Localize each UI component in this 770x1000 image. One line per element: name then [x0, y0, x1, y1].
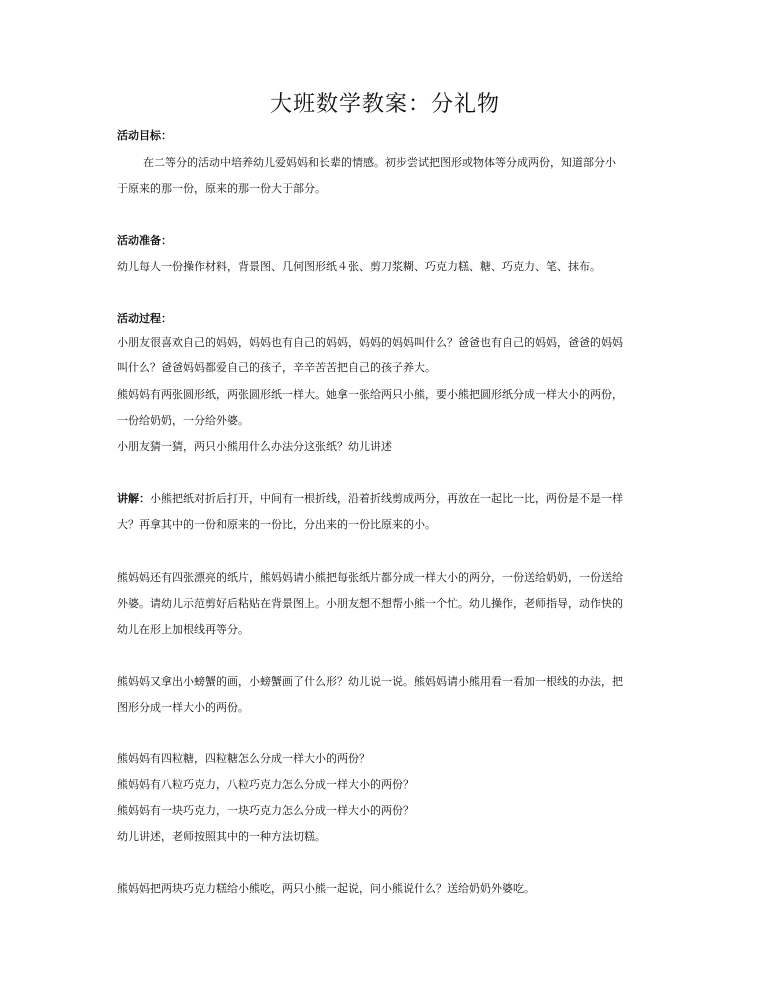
paragraph2-line-3: 幼儿在形上加根线再等分。: [117, 623, 249, 636]
process-line-2: 叫什么？爸爸妈妈都爱自己的孩子，辛辛苦苦把自己的孩子养大。: [117, 361, 436, 374]
process-line-3: 熊妈妈有两张圆形纸，两张圆形纸一样大。她拿一张给两只小熊，要小熊把圆形纸分成一样大小的两份，: [117, 388, 623, 401]
goal-line-1: 在二等分的活动中培养幼儿爱妈妈和长辈的情感。初步尝试把图形或物体等分成两份，知道部分小: [143, 156, 616, 169]
explain-line-1: [117, 492, 657, 506]
prep-line-1: 幼儿每人一份操作材料，背景图、几何图形纸４张、剪刀浆糊、巧克力糕、糖、巧克力、笔、抹布。: [117, 260, 601, 273]
paragraph2-line-2: 外婆。请幼儿示范剪好后粘贴在背景图上。小朋友想不想帮小熊一个忙。幼儿操作，老师指导，动作快的: [117, 597, 623, 610]
process-line-5: 小朋友猜一猜，两只小熊用什么办法分这张纸？幼儿讲述: [117, 440, 392, 453]
paragraph4-line-3: 熊妈妈有一块巧克力，一块巧克力怎么分成一样大小的两份？: [117, 804, 414, 817]
process-line-4: 一份给奶奶，一分给外婆。: [117, 414, 249, 427]
document-title: 大班数学教案：分礼物: [269, 92, 500, 117]
paragraph3-line-1: 熊妈妈又拿出小螃蟹的画，小螃蟹画了什么形？幼儿说一说。熊妈妈请小熊用看一看加一根线的办法，把: [117, 675, 623, 688]
paragraph2-line-1: 熊妈妈还有四张漂亮的纸片，熊妈妈请小熊把每张纸片都分成一样大小的两分，一份送给奶奶，一份送给: [117, 571, 623, 584]
goal-line-2: 于原来的那一份，原来的那一份大于部分。: [117, 182, 326, 195]
explain-line-2: 大？再拿其中的一份和原来的一份比，分出来的一份比原来的小。: [117, 518, 436, 531]
section-heading-prep: 活动准备：: [117, 234, 172, 247]
section-heading-process: 活动过程：: [117, 312, 172, 325]
section-heading-goal: 活动目标：: [117, 129, 172, 142]
process-line-1: 小朋友很喜欢自己的妈妈，妈妈也有自己的妈妈，妈妈的妈妈叫什么？爸爸也有自己的妈妈，爸爸的妈妈: [117, 336, 623, 349]
paragraph3-line-2: 图形分成一样大小的两份。: [117, 701, 249, 714]
explain-text-1: 小熊把纸对折后打开，中间有一根折线，沿着折线剪成两分，再放在一起比一比，两份是不是一样: [150, 492, 623, 505]
explain-label: 讲解：: [117, 492, 150, 505]
paragraph4-line-4: 幼儿讲述，老师按照其中的一种方法切糕。: [117, 830, 326, 843]
paragraph4-line-1: 熊妈妈有四粒糖，四粒糖怎么分成一样大小的两份？: [117, 752, 370, 765]
paragraph4-line-2: 熊妈妈有八粒巧克力，八粒巧克力怎么分成一样大小的两份？: [117, 778, 414, 791]
paragraph5-line-1: 熊妈妈把两块巧克力糕给小熊吃，两只小熊一起说，问小熊说什么？送给奶奶外婆吃。: [117, 882, 535, 895]
